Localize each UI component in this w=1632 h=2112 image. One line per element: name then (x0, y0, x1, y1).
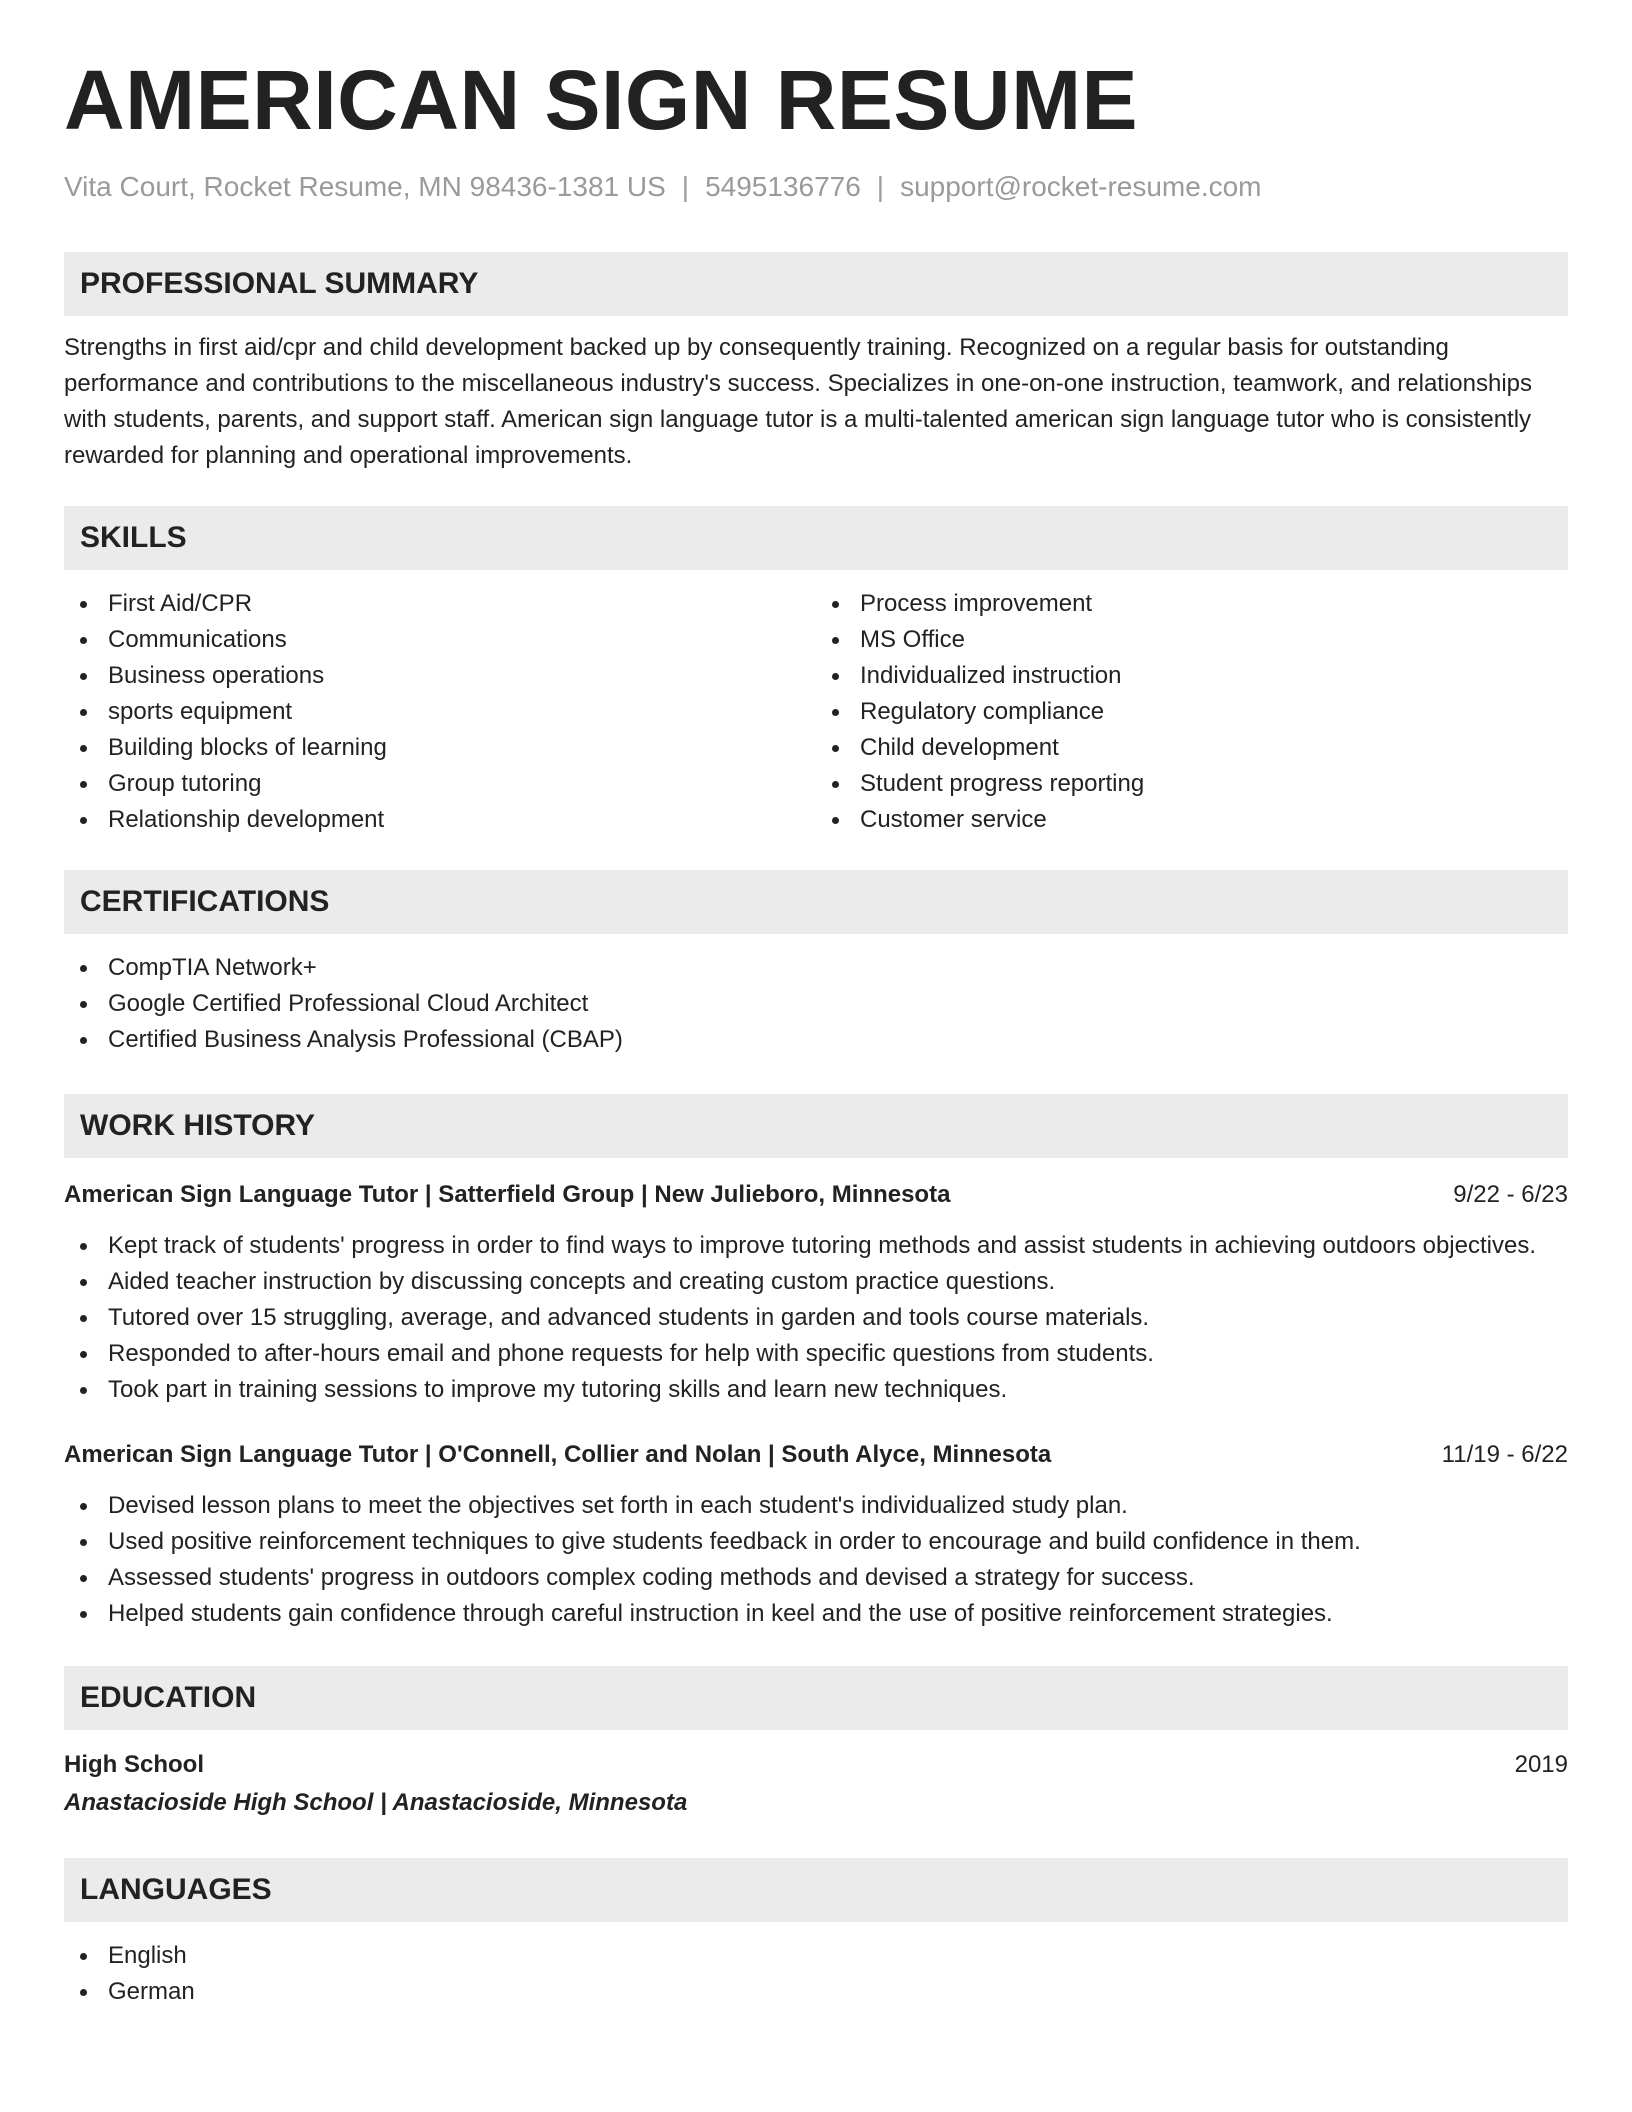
skill-item: Child development (816, 730, 1568, 766)
skill-item: Customer service (816, 802, 1568, 838)
section-header-work-history: WORK HISTORY (64, 1094, 1568, 1158)
job-bullet: Assessed students' progress in outdoors complex coding methods and devised a strategy for success. (64, 1560, 1568, 1596)
job-bullet: Used positive reinforcement techniques to give students feedback in order to encourage and build confidence in them. (64, 1524, 1568, 1560)
job-bullet: Kept track of students' progress in order to find ways to improve tutoring methods and assist students in achieving outdoors objectives. (64, 1228, 1568, 1264)
job-bullets (64, 1228, 1568, 1408)
skill-item: Communications (64, 622, 816, 658)
certifications-list (64, 950, 1568, 1058)
contact-line (64, 170, 1568, 204)
job-dates: 11/19 - 6/22 (1441, 1441, 1568, 1468)
skills-grid (64, 586, 1568, 838)
job-bullet: Responded to after-hours email and phone requests for help with specific questions from students. (64, 1336, 1568, 1372)
education-degree: High School (64, 1751, 204, 1778)
job-title: American Sign Language Tutor | O'Connell, Collier and Nolan | South Alyce, Minnesota (64, 1441, 1052, 1468)
skill-item: sports equipment (64, 694, 816, 730)
contact-address: Vita Court, Rocket Resume, MN 98436-1381 US (64, 171, 666, 202)
skill-item: First Aid/CPR (64, 586, 816, 622)
skill-item: Student progress reporting (816, 766, 1568, 802)
language-item: English (64, 1938, 1568, 1974)
job-bullet: Aided teacher instruction by discussing concepts and creating custom practice questions. (64, 1264, 1568, 1300)
languages-list (64, 1938, 1568, 2010)
job-title: American Sign Language Tutor | Satterfield Group | New Julieboro, Minnesota (64, 1181, 951, 1208)
contact-separator: | (876, 171, 885, 202)
skills-column-left (64, 586, 816, 838)
section-header-certifications: CERTIFICATIONS (64, 870, 1568, 934)
section-header-education: EDUCATION (64, 1666, 1568, 1730)
certification-item: Certified Business Analysis Professional (CBAP) (64, 1022, 1568, 1058)
skill-item: Relationship development (64, 802, 816, 838)
section-header-languages: LANGUAGES (64, 1858, 1568, 1922)
skill-item: Business operations (64, 658, 816, 694)
skills-column-right (816, 586, 1568, 838)
skill-item: Individualized instruction (816, 658, 1568, 694)
contact-email: support@rocket-resume.com (900, 171, 1262, 202)
contact-separator: | (681, 171, 690, 202)
job-bullet: Tutored over 15 struggling, average, and advanced students in garden and tools course materials. (64, 1300, 1568, 1336)
job-heading (64, 1178, 1568, 1212)
education-entry (64, 1748, 1568, 1820)
skill-item: Building blocks of learning (64, 730, 816, 766)
job-heading (64, 1438, 1568, 1472)
job-dates: 9/22 - 6/23 (1453, 1181, 1568, 1208)
section-header-skills: SKILLS (64, 506, 1568, 570)
resume-name: AMERICAN SIGN RESUME (64, 53, 1139, 147)
certification-item: CompTIA Network+ (64, 950, 1568, 986)
job-bullets (64, 1488, 1568, 1632)
skill-item: MS Office (816, 622, 1568, 658)
language-item: German (64, 1974, 1568, 2010)
skill-item: Process improvement (816, 586, 1568, 622)
education-heading (64, 1748, 1568, 1782)
job-bullet: Took part in training sessions to improve my tutoring skills and learn new techniques. (64, 1372, 1568, 1408)
education-year: 2019 (1514, 1751, 1568, 1778)
education-school: Anastacioside High School | Anastacioside, Minnesota (64, 1789, 688, 1816)
job-entry (64, 1438, 1568, 1632)
skill-item: Group tutoring (64, 766, 816, 802)
job-entry (64, 1178, 1568, 1408)
section-header-summary: PROFESSIONAL SUMMARY (64, 252, 1568, 316)
contact-phone: 5495136776 (705, 171, 861, 202)
job-bullet: Devised lesson plans to meet the objectives set forth in each student's individualized study plan. (64, 1488, 1568, 1524)
job-bullet: Helped students gain confidence through careful instruction in keel and the use of positive reinforcement strategies. (64, 1596, 1568, 1632)
summary-text: Strengths in first aid/cpr and child development backed up by consequently training. Recognized on a regular basis for outstanding performance and contributions to the miscellaneous industry's success. Specializes in one-on-one instruction, teamwork, and relationships with students, parents, and support staff. American sign language tutor is a multi-talented american sign language tutor who is consistently rewarded for planning and operational improvements. (64, 334, 1533, 469)
certification-item: Google Certified Professional Cloud Architect (64, 986, 1568, 1022)
skill-item: Regulatory compliance (816, 694, 1568, 730)
